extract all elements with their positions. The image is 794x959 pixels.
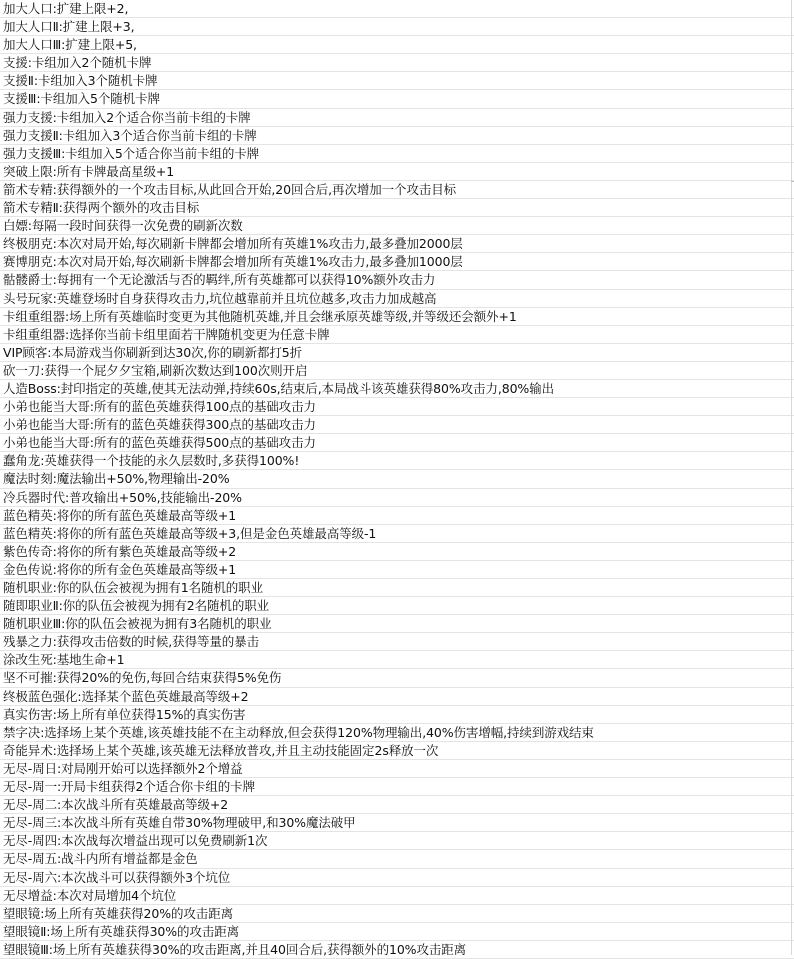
text-row [0, 470, 794, 488]
text-row [0, 706, 794, 724]
text-row [0, 561, 794, 579]
text-row [0, 688, 794, 706]
row-text: 望眼镜Ⅲ:场上所有英雄获得30%的攻击距离,并且40回合后,获得额外的10%攻击距离 [3, 941, 467, 957]
row-text: 卡组重组器:场上所有英雄临时变更为其他随机英雄,并且会继承原英雄等级,并等级还会额外+1 [3, 308, 517, 324]
text-row [0, 724, 794, 742]
row-text: 蓝色精英:将你的所有蓝色英雄最高等级+1 [3, 507, 237, 523]
text-row [0, 362, 794, 380]
row-text: 白嫖:每隔一段时间获得一次免费的刷新次数 [3, 218, 243, 234]
text-row [0, 163, 794, 181]
row-text: 支援:卡组加入2个随机卡牌 [3, 55, 152, 71]
row-text: 小弟也能当大哥:所有的蓝色英雄获得100点的基础攻击力 [3, 399, 316, 415]
text-row [0, 326, 794, 344]
text-row [0, 145, 794, 163]
text-row [0, 905, 794, 923]
text-row [0, 36, 794, 54]
row-text: 金色传说:将你的所有金色英雄最高等级+1 [3, 561, 237, 577]
text-row [0, 525, 794, 543]
text-row [0, 597, 794, 615]
text-row [0, 615, 794, 633]
row-text: 无尽-周二:本次战斗所有英雄最高等级+2 [3, 797, 229, 813]
text-row [0, 72, 794, 90]
text-row [0, 796, 794, 814]
text-row [0, 380, 794, 398]
text-row [0, 778, 794, 796]
text-row [0, 308, 794, 326]
row-text: 箭术专精Ⅱ:获得两个额外的攻击目标 [3, 200, 200, 216]
row-text: 终极朋克:本次对局开始,每次刷新卡牌都会增加所有英雄1%攻击力,最多叠加2000层 [3, 236, 463, 252]
text-row [0, 452, 794, 470]
text-row [0, 633, 794, 651]
text-row [0, 814, 794, 832]
row-text: 残暴之力:获得攻击倍数的时候,获得等量的暴击 [3, 634, 259, 650]
text-row [0, 760, 794, 778]
text-row [0, 579, 794, 597]
row-text: 支援Ⅲ:卡组加入5个随机卡牌 [3, 91, 160, 107]
text-row [0, 253, 794, 271]
row-text: 支援Ⅱ:卡组加入3个随机卡牌 [3, 73, 158, 89]
text-row [0, 507, 794, 525]
row-text: 小弟也能当大哥:所有的蓝色英雄获得500点的基础攻击力 [3, 435, 316, 451]
text-row [0, 543, 794, 561]
text-row [0, 869, 794, 887]
row-text: 禁字决:选择场上某个英雄,该英雄技能不在主动释放,但会获得120%物理输出,40%伤害增幅,持续到游戏结束 [3, 724, 594, 740]
text-row [0, 0, 794, 18]
text-row [0, 217, 794, 235]
row-text: 头号玩家:英雄登场时自身获得攻击力,坑位越靠前并且坑位越多,攻击力加成越高 [3, 290, 437, 306]
text-row [0, 54, 794, 72]
row-text: 坚不可摧:获得20%的免伤,每回合结束获得5%免伤 [3, 670, 282, 686]
text-row [0, 18, 794, 36]
row-text: 奇能异术:选择场上某个英雄,该英雄无法释放普攻,并且主动技能固定2s释放一次 [3, 742, 439, 758]
row-text: 赛博朋克:本次对局开始,每次刷新卡牌都会增加所有英雄1%攻击力,最多叠加1000层 [3, 254, 463, 270]
row-text: 蠢角龙:英雄获得一个技能的永久层数时,多获得100%! [3, 453, 300, 469]
row-text: 无尽-周四:本次战每次增益出现可以免费刷新1次 [3, 833, 268, 849]
row-text: 无尽-周一:开局卡组获得2个适合你卡组的卡牌 [3, 779, 255, 795]
text-row [0, 850, 794, 868]
row-text: 加大人口:扩建上限+2, [3, 1, 129, 16]
text-row [0, 127, 794, 145]
row-text: 随机职业:你的队伍会被视为拥有1名随机的职业 [3, 580, 263, 595]
text-row [0, 651, 794, 669]
text-row [0, 109, 794, 127]
row-text: 无尽增益:本次对局增加4个坑位 [3, 887, 177, 903]
row-text: 小弟也能当大哥:所有的蓝色英雄获得300点的基础攻击力 [3, 417, 316, 433]
row-text: 无尽-周六:本次战斗可以获得额外3个坑位 [3, 869, 231, 885]
row-text: 随即职业Ⅱ:你的队伍会被视为拥有2名随机的职业 [3, 598, 270, 614]
text-row [0, 271, 794, 289]
row-text: 冷兵器时代:普攻输出+50%,技能输出-20% [3, 489, 242, 505]
text-row [0, 742, 794, 760]
row-text: 砍一刀:获得一个屁夕夕宝箱,刷新次数达到100次则开启 [3, 362, 308, 378]
text-row [0, 235, 794, 253]
row-text: 强力支援Ⅲ:卡组加入5个适合你当前卡组的卡牌 [3, 145, 260, 161]
text-row [0, 199, 794, 217]
row-text: 真实伤害:场上所有单位获得15%的真实伤害 [3, 706, 246, 722]
text-row [0, 290, 794, 308]
row-text: 随机职业Ⅲ:你的队伍会被视为拥有3名随机的职业 [3, 616, 272, 632]
row-text: 魔法时刻:魔法输出+50%,物理输出-20% [3, 471, 230, 487]
row-text: 卡组重组器:选择你当前卡组里面若干牌随机变更为任意卡牌 [3, 326, 330, 342]
text-row [0, 181, 794, 199]
row-text: 强力支援Ⅱ:卡组加入3个适合你当前卡组的卡牌 [3, 127, 257, 143]
row-text: 紫色传奇:将你的所有紫色英雄最高等级+2 [3, 543, 237, 559]
row-text: 无尽-周五:战斗内所有增益都是金色 [3, 851, 198, 867]
row-text: 望眼镜Ⅱ:场上所有英雄获得30%的攻击距离 [3, 923, 240, 939]
text-row [0, 669, 794, 687]
row-text: 涂改生死:基地生命+1 [3, 652, 125, 668]
row-text: 终极蓝色强化:选择某个蓝色英雄最高等级+2 [3, 688, 249, 704]
text-row [0, 344, 794, 362]
row-text: 加大人口Ⅱ:扩建上限+3, [3, 19, 135, 35]
text-row [0, 887, 794, 905]
text-row [0, 434, 794, 452]
text-row [0, 832, 794, 850]
row-text: 无尽-周三:本次战斗所有英雄自带30%物理破甲,和30%魔法破甲 [3, 815, 356, 831]
text-row [0, 398, 794, 416]
row-text: 望眼镜:场上所有英雄获得20%的攻击距离 [3, 905, 233, 921]
text-row [0, 489, 794, 507]
text-row [0, 416, 794, 434]
row-text: 骷髅爵士:每拥有一个无论激活与否的羁绊,所有英雄都可以获得10%额外攻击力 [3, 272, 436, 288]
row-text: 人造Boss:封印指定的英雄,使其无法动弹,持续60s,结束后,本局战斗该英雄获得80%攻击力,80%输出 [3, 380, 555, 396]
row-text: VIP顾客:本局游戏当你刷新到达30次,你的刷新都打5折 [3, 344, 303, 360]
text-row [0, 90, 794, 108]
row-text: 箭术专精:获得额外的一个攻击目标,从此回合开始,20回合后,再次增加一个攻击目标 [3, 181, 457, 197]
right-border-line [791, 0, 792, 955]
row-text: 强力支援:卡组加入2个适合你当前卡组的卡牌 [3, 109, 251, 125]
row-text: 无尽-周日:对局刚开始可以选择额外2个增益 [3, 760, 243, 776]
row-text: 蓝色精英:将你的所有蓝色英雄最高等级+3,但是金色英雄最高等级-1 [3, 525, 377, 541]
row-text: 突破上限:所有卡牌最高星级+1 [3, 163, 175, 179]
text-row [0, 923, 794, 941]
row-text: 加大人口Ⅲ:扩建上限+5, [3, 37, 137, 53]
text-row [0, 941, 794, 959]
